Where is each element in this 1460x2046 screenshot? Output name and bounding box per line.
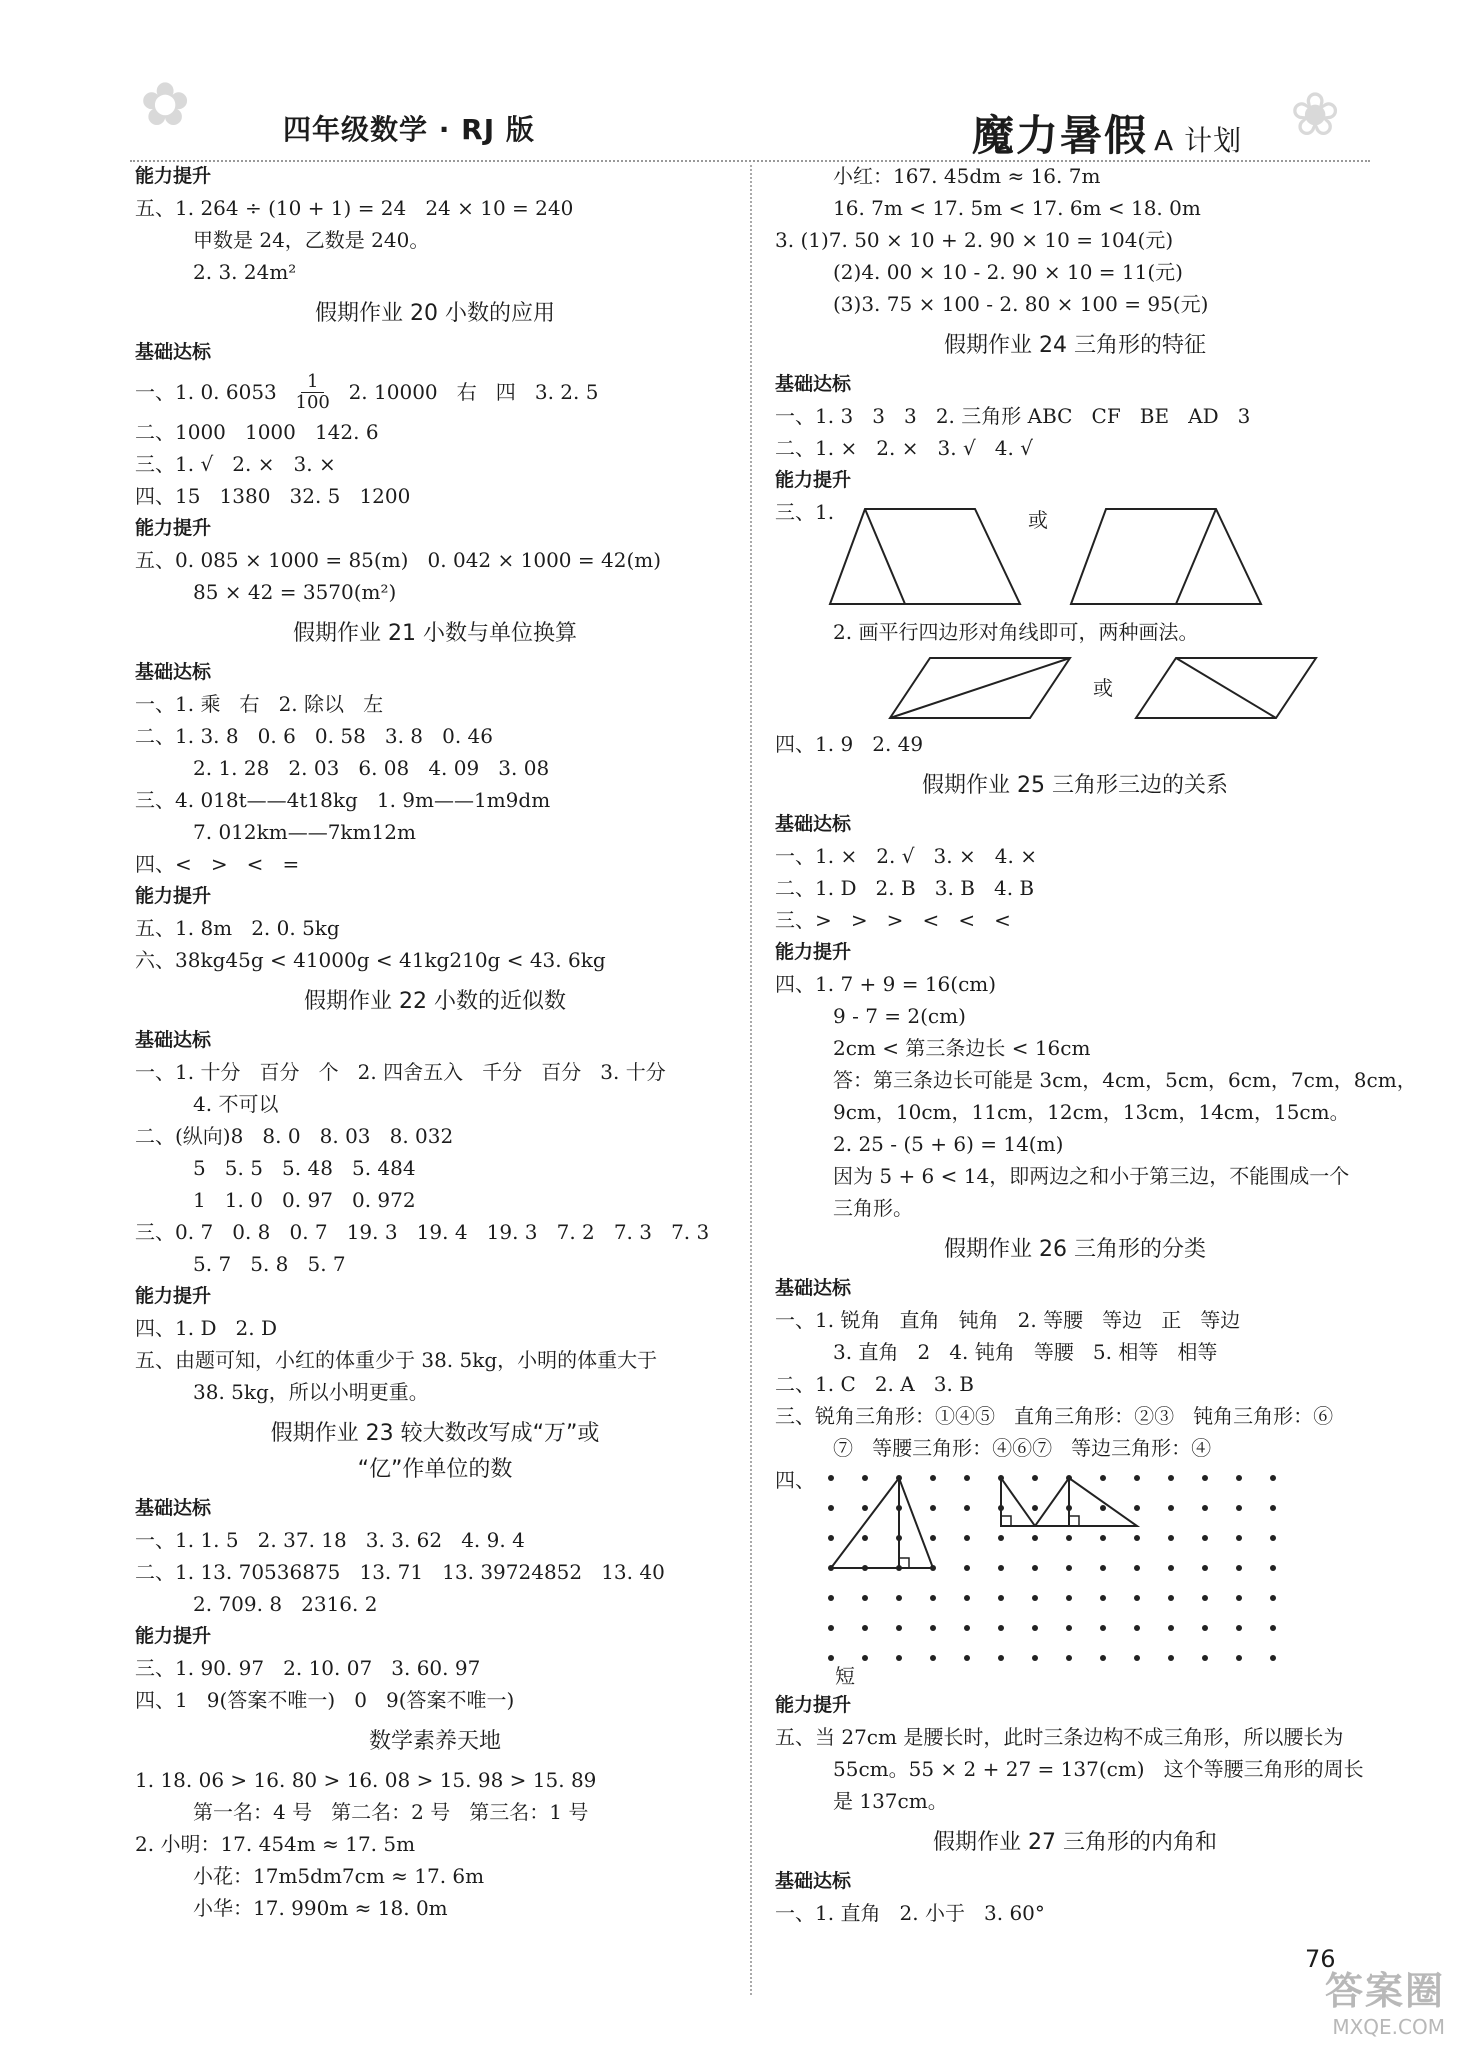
parallelogram-figure — [1131, 653, 1321, 723]
grid-dot — [1168, 1475, 1174, 1481]
section-label: 能力提升 — [135, 1625, 212, 1647]
grid-dot — [1100, 1505, 1106, 1511]
grid-dot — [930, 1535, 936, 1541]
trapezoid-figure — [1066, 504, 1266, 609]
assignment-title: 假期作业 24 三角形的特征 — [944, 333, 1206, 358]
answer-line: 三、0. 7 0. 8 0. 7 19. 3 19. 4 19. 3 7. 2 7. 3 7. 3 — [135, 1220, 710, 1244]
answer-line: 二、1. D 2. B 3. B 4. B — [775, 876, 1035, 900]
grid-dot — [998, 1535, 1004, 1541]
grid-dot — [862, 1655, 868, 1661]
answer-line: 四、1 9(答案不唯一) 0 9(答案不唯一) — [135, 1688, 515, 1712]
grid-dot — [930, 1625, 936, 1631]
parallelogram-diagonal — [890, 658, 1070, 718]
grid-dot — [828, 1655, 834, 1661]
grid-dot — [1270, 1535, 1276, 1541]
grid-dot — [1066, 1595, 1072, 1601]
grid-dot — [1236, 1595, 1242, 1601]
grid-dot — [1032, 1535, 1038, 1541]
grid-dot — [1134, 1595, 1140, 1601]
answer-line: 2cm < 第三条边长 < 16cm — [833, 1036, 1091, 1060]
section-label: 基础达标 — [775, 1870, 852, 1892]
grid-dot — [1134, 1625, 1140, 1631]
grid-dot — [1100, 1595, 1106, 1601]
section-label: 能力提升 — [135, 885, 212, 907]
answer-line: 三、4. 018t——4t18kg 1. 9m——1m9dm — [135, 788, 551, 812]
answer-line: 2. 小明：17. 454m ≈ 17. 5m — [135, 1832, 416, 1856]
right-angle-mark — [1069, 1516, 1079, 1526]
grid-dot — [1236, 1535, 1242, 1541]
answer-line: 7. 012km——7km12m — [193, 820, 416, 844]
answer-line: 2. 3. 24m² — [193, 260, 297, 284]
grid-dot — [964, 1595, 970, 1601]
grid-dot — [1202, 1505, 1208, 1511]
section-label: 能力提升 — [135, 165, 212, 187]
grid-dot — [896, 1625, 902, 1631]
grid-dot — [1032, 1655, 1038, 1661]
answer-line: 5 5. 5 5. 48 5. 484 — [193, 1156, 416, 1180]
answer-line: 3. (1)7. 50 × 10 + 2. 90 × 10 = 104(元) — [775, 228, 1174, 252]
grid-dot — [1100, 1655, 1106, 1661]
grid-triangle — [1001, 1478, 1035, 1526]
grid-dot — [964, 1505, 970, 1511]
grid-dot — [1236, 1625, 1242, 1631]
grid-dot — [862, 1535, 868, 1541]
grid-dot — [1032, 1595, 1038, 1601]
grid-dot — [964, 1625, 970, 1631]
grid-dot — [1032, 1505, 1038, 1511]
section-label: 基础达标 — [135, 1497, 212, 1519]
answer-text: 2. 10000 右 四 3. 2. 5 — [335, 380, 599, 404]
answer-line: 甲数是 24，乙数是 240。 — [193, 228, 430, 252]
or-text: 或 — [1028, 508, 1048, 532]
grid-dot — [1066, 1565, 1072, 1571]
answer-line: 16. 7m < 17. 5m < 17. 6m < 18. 0m — [833, 196, 1201, 220]
grid-dot — [1236, 1505, 1242, 1511]
trapezoid-cut-line — [1176, 509, 1216, 604]
answer-line: 四、1. D 2. D — [135, 1316, 278, 1340]
parallelogram-figure — [885, 653, 1075, 723]
answer-line: 六、38kg45g < 41000g < 41kg210g < 43. 6kg — [135, 948, 606, 972]
answer-line: 4. 不可以 — [193, 1092, 279, 1116]
grid-dot — [930, 1475, 936, 1481]
answer-line: 五、1. 8m 2. 0. 5kg — [135, 916, 340, 940]
answer-line: 1. 18. 06 > 16. 80 > 16. 08 > 15. 98 > 15. 89 — [135, 1768, 597, 1792]
brand-sub: A 计划 — [1154, 124, 1243, 157]
fraction-numerator: 1 — [301, 372, 324, 393]
grid-dot — [1100, 1625, 1106, 1631]
grid-dot — [1236, 1565, 1242, 1571]
answer-line: 2. 25 - (5 + 6) = 14(m) — [833, 1132, 1064, 1156]
grid-dot — [1168, 1595, 1174, 1601]
brand-main: 魔力暑假 — [972, 111, 1149, 160]
answer-line: 五、1. 264 ÷ (10 + 1) = 24 24 × 10 = 240 — [135, 196, 574, 220]
answer-line: 小红：167. 45dm ≈ 16. 7m — [833, 164, 1101, 188]
header-decoration-right: ❀ — [1290, 80, 1341, 150]
answer-line: 一、1. 1. 5 2. 37. 18 3. 3. 62 4. 9. 4 — [135, 1528, 525, 1552]
grid-dot — [1270, 1475, 1276, 1481]
section-label: 能力提升 — [135, 517, 212, 539]
grid-dot — [1066, 1625, 1072, 1631]
short-label: 短 — [835, 1664, 855, 1688]
book-title: 四年级数学 · RJ 版 — [283, 113, 535, 146]
trapezoid-outline — [1071, 509, 1261, 604]
grid-dot — [1168, 1655, 1174, 1661]
trapezoid-cut-line — [865, 509, 905, 604]
grid-dot — [896, 1655, 902, 1661]
dot-grid — [795, 1468, 1355, 1693]
grid-dot — [828, 1475, 834, 1481]
grid-dot — [1066, 1535, 1072, 1541]
page-number: 76 — [1305, 1945, 1336, 1973]
answer-line: 一、1. × 2. √ 3. × 4. × — [775, 844, 1037, 868]
grid-dot — [1032, 1565, 1038, 1571]
grid-dot — [1066, 1655, 1072, 1661]
answer-line: 因为 5 + 6 < 14，即两边之和小于第三边，不能围成一个 — [833, 1164, 1350, 1188]
answer-line: 5. 7 5. 8 5. 7 — [193, 1252, 346, 1276]
answer-line: 一、1. 3 3 3 2. 三角形 ABC CF BE AD 3 — [775, 404, 1251, 428]
grid-dot — [964, 1475, 970, 1481]
grid-dot — [1134, 1535, 1140, 1541]
grid-dot — [1100, 1565, 1106, 1571]
grid-dot — [828, 1535, 834, 1541]
parallelogram-diagonal — [1176, 658, 1276, 718]
fraction-denominator: 100 — [295, 391, 330, 413]
grid-dot — [1100, 1535, 1106, 1541]
grid-dot — [930, 1505, 936, 1511]
answer-line: 四、< > < = — [135, 852, 300, 876]
dot-grid-answer — [775, 1464, 1375, 1689]
grid-dot — [1270, 1505, 1276, 1511]
grid-dot — [1032, 1625, 1038, 1631]
answer-line: 二、1. 3. 8 0. 6 0. 58 3. 8 0. 46 — [135, 724, 493, 748]
fraction — [296, 372, 330, 413]
grid-dot — [930, 1595, 936, 1601]
answer-line: 四、1. 9 2. 49 — [775, 732, 924, 756]
answer-line: 55cm。55 × 2 + 27 = 137(cm) 这个等腰三角形的周长 — [833, 1757, 1364, 1781]
answer-line: 二、1. C 2. A 3. B — [775, 1372, 974, 1396]
answer-line: 五、由题可知，小红的体重少于 38. 5kg，小明的体重大于 — [135, 1348, 658, 1372]
grid-dot — [1236, 1655, 1242, 1661]
grid-dot — [964, 1565, 970, 1571]
answer-line: 一、1. 十分 百分 个 2. 四舍五入 千分 百分 3. 十分 — [135, 1060, 666, 1084]
answer-line: 小花：17m5dm7cm ≈ 17. 6m — [193, 1864, 485, 1888]
answer-line: 小华：17. 990m ≈ 18. 0m — [193, 1896, 448, 1920]
answer-line: 三角形。 — [833, 1196, 913, 1220]
answer-line: (2)4. 00 × 10 - 2. 90 × 10 = 11(元) — [833, 260, 1183, 284]
answer-line: 38. 5kg，所以小明更重。 — [193, 1380, 429, 1404]
right-column — [775, 160, 1417, 1929]
answer-line: 五、0. 085 × 1000 = 85(m) 0. 042 × 1000 = 42(m) — [135, 548, 662, 572]
grid-dot — [1270, 1595, 1276, 1601]
header-decoration-left: ✿ — [140, 70, 191, 140]
answer-line: 9 - 7 = 2(cm) — [833, 1004, 966, 1028]
answer-line — [135, 368, 735, 416]
grid-dot — [1202, 1535, 1208, 1541]
grid-dot — [1168, 1535, 1174, 1541]
assignment-title: 假期作业 22 小数的近似数 — [304, 989, 566, 1014]
answer-line: 三、锐角三角形：①④⑤ 直角三角形：②③ 钝角三角形：⑥ — [775, 1404, 1334, 1428]
answer-line: 二、1. 13. 70536875 13. 71 13. 39724852 13. 40 — [135, 1560, 665, 1584]
grid-dot — [862, 1595, 868, 1601]
answer-line: 答：第三条边长可能是 3cm，4cm，5cm，6cm，7cm，8cm， — [833, 1068, 1417, 1092]
grid-dot — [930, 1655, 936, 1661]
section-label: 基础达标 — [775, 373, 852, 395]
grid-dot — [1270, 1565, 1276, 1571]
grid-dot — [1032, 1475, 1038, 1481]
assignment-title: 假期作业 21 小数与单位换算 — [293, 621, 577, 646]
grid-dot — [1202, 1475, 1208, 1481]
grid-triangle — [1035, 1478, 1137, 1526]
section-label: 能力提升 — [775, 1694, 852, 1716]
answer-line: 一、1. 锐角 直角 钝角 2. 等腰 等边 正 等边 — [775, 1308, 1241, 1332]
answer-line: 85 × 42 = 3570(m²) — [193, 580, 397, 604]
watermark-url: MXQE.COM — [1332, 2015, 1445, 2039]
grid-dot — [828, 1505, 834, 1511]
grid-dot — [1270, 1655, 1276, 1661]
trapezoid-figure — [825, 504, 1025, 609]
grid-dot — [1100, 1475, 1106, 1481]
grid-dot — [1134, 1655, 1140, 1661]
answer-line: 三、1. 90. 97 2. 10. 07 3. 60. 97 — [135, 1656, 481, 1680]
answer-line: 三、> > > < < < — [775, 908, 1011, 932]
grid-dot — [1168, 1625, 1174, 1631]
answer-line: 2. 709. 8 2316. 2 — [193, 1592, 378, 1616]
answer-line: 是 137cm。 — [833, 1789, 948, 1813]
assignment-title: 数学素养天地 — [368, 1729, 501, 1754]
grid-dot — [1236, 1475, 1242, 1481]
answer-line: ⑦ 等腰三角形：④⑥⑦ 等边三角形：④ — [833, 1436, 1212, 1460]
assignment-title: 假期作业 26 三角形的分类 — [944, 1237, 1206, 1262]
section-label: 能力提升 — [775, 469, 852, 491]
answer-line: 五、当 27cm 是腰长时，此时三条边构不成三角形，所以腰长为 — [775, 1725, 1344, 1749]
grid-dot — [1202, 1625, 1208, 1631]
right-angle-mark — [1001, 1516, 1011, 1526]
answer-line: 二、1000 1000 142. 6 — [135, 420, 379, 444]
section-label: 能力提升 — [775, 941, 852, 963]
answer-line: 四、15 1380 32. 5 1200 — [135, 484, 411, 508]
answer-line: 3. 直角 2 4. 钝角 等腰 5. 相等 相等 — [833, 1340, 1218, 1364]
answer-line: 二、1. × 2. × 3. √ 4. √ — [775, 436, 1033, 460]
assignment-title: 假期作业 25 三角形三边的关系 — [922, 773, 1228, 798]
trapezoid-answer — [775, 496, 1375, 616]
section-label: 基础达标 — [135, 661, 212, 683]
grid-dot — [862, 1625, 868, 1631]
grid-dot — [964, 1535, 970, 1541]
column-divider — [750, 165, 752, 1995]
grid-dot — [1168, 1505, 1174, 1511]
grid-dot — [1168, 1565, 1174, 1571]
watermark — [1215, 1960, 1445, 2039]
section-label: 能力提升 — [135, 1285, 212, 1307]
grid-triangle — [831, 1478, 933, 1568]
answer-line: 9cm，10cm，11cm，12cm，13cm，14cm，15cm。 — [833, 1100, 1350, 1124]
grid-dot — [1134, 1565, 1140, 1571]
grid-dot — [998, 1625, 1004, 1631]
watermark-main: 答案圈 — [1324, 1969, 1445, 2013]
answer-text: 一、1. 0. 6053 — [135, 380, 290, 404]
grid-dot — [1134, 1505, 1140, 1511]
or-text: 或 — [1093, 676, 1113, 700]
grid-dot — [998, 1595, 1004, 1601]
grid-dot — [1270, 1625, 1276, 1631]
answer-line: 三、1. √ 2. × 3. × — [135, 452, 336, 476]
section-label: 基础达标 — [135, 1029, 212, 1051]
grid-dot — [896, 1595, 902, 1601]
grid-dot — [828, 1625, 834, 1631]
answer-line: 二、(纵向)8 8. 0 8. 03 8. 032 — [135, 1124, 454, 1148]
answer-text: 四、 — [775, 1468, 815, 1492]
answer-line: 2. 1. 28 2. 03 6. 08 4. 09 3. 08 — [193, 756, 550, 780]
answer-line: 四、1. 7 + 9 = 16(cm) — [775, 972, 997, 996]
grid-dot — [1202, 1565, 1208, 1571]
section-label: 基础达标 — [775, 1277, 852, 1299]
grid-dot — [998, 1655, 1004, 1661]
grid-dot — [1202, 1595, 1208, 1601]
section-label: 基础达标 — [775, 813, 852, 835]
answer-line: 一、1. 乘 右 2. 除以 左 — [135, 692, 384, 716]
answer-line: 第一名：4 号 第二名：2 号 第三名：1 号 — [193, 1800, 589, 1824]
assignment-title: 假期作业 27 三角形的内角和 — [933, 1830, 1217, 1855]
trapezoid-outline — [830, 509, 1020, 604]
grid-dot — [998, 1565, 1004, 1571]
grid-dot — [1134, 1475, 1140, 1481]
grid-dot — [862, 1505, 868, 1511]
assignment-title: “亿”作单位的数 — [357, 1457, 513, 1482]
assignment-title: 假期作业 20 小数的应用 — [315, 301, 555, 326]
answer-text: 三、1. — [775, 500, 835, 524]
grid-dot — [828, 1595, 834, 1601]
grid-dot — [862, 1475, 868, 1481]
left-column — [135, 160, 735, 1924]
section-label: 基础达标 — [135, 341, 212, 363]
answer-line: (3)3. 75 × 100 - 2. 80 × 100 = 95(元) — [833, 292, 1209, 316]
answer-line: 1 1. 0 0. 97 0. 972 — [193, 1188, 416, 1212]
answer-line: 一、1. 直角 2. 小于 3. 60° — [775, 1901, 1045, 1925]
parallelogram-answer — [775, 648, 1375, 728]
brand-logo — [972, 103, 1242, 163]
assignment-title: 假期作业 23 较大数改写成“万”或 — [270, 1421, 600, 1446]
answer-line: 2. 画平行四边形对角线即可，两种画法。 — [833, 620, 1199, 644]
figure-row — [825, 504, 1266, 609]
grid-dot — [1202, 1655, 1208, 1661]
grid-dot — [964, 1655, 970, 1661]
